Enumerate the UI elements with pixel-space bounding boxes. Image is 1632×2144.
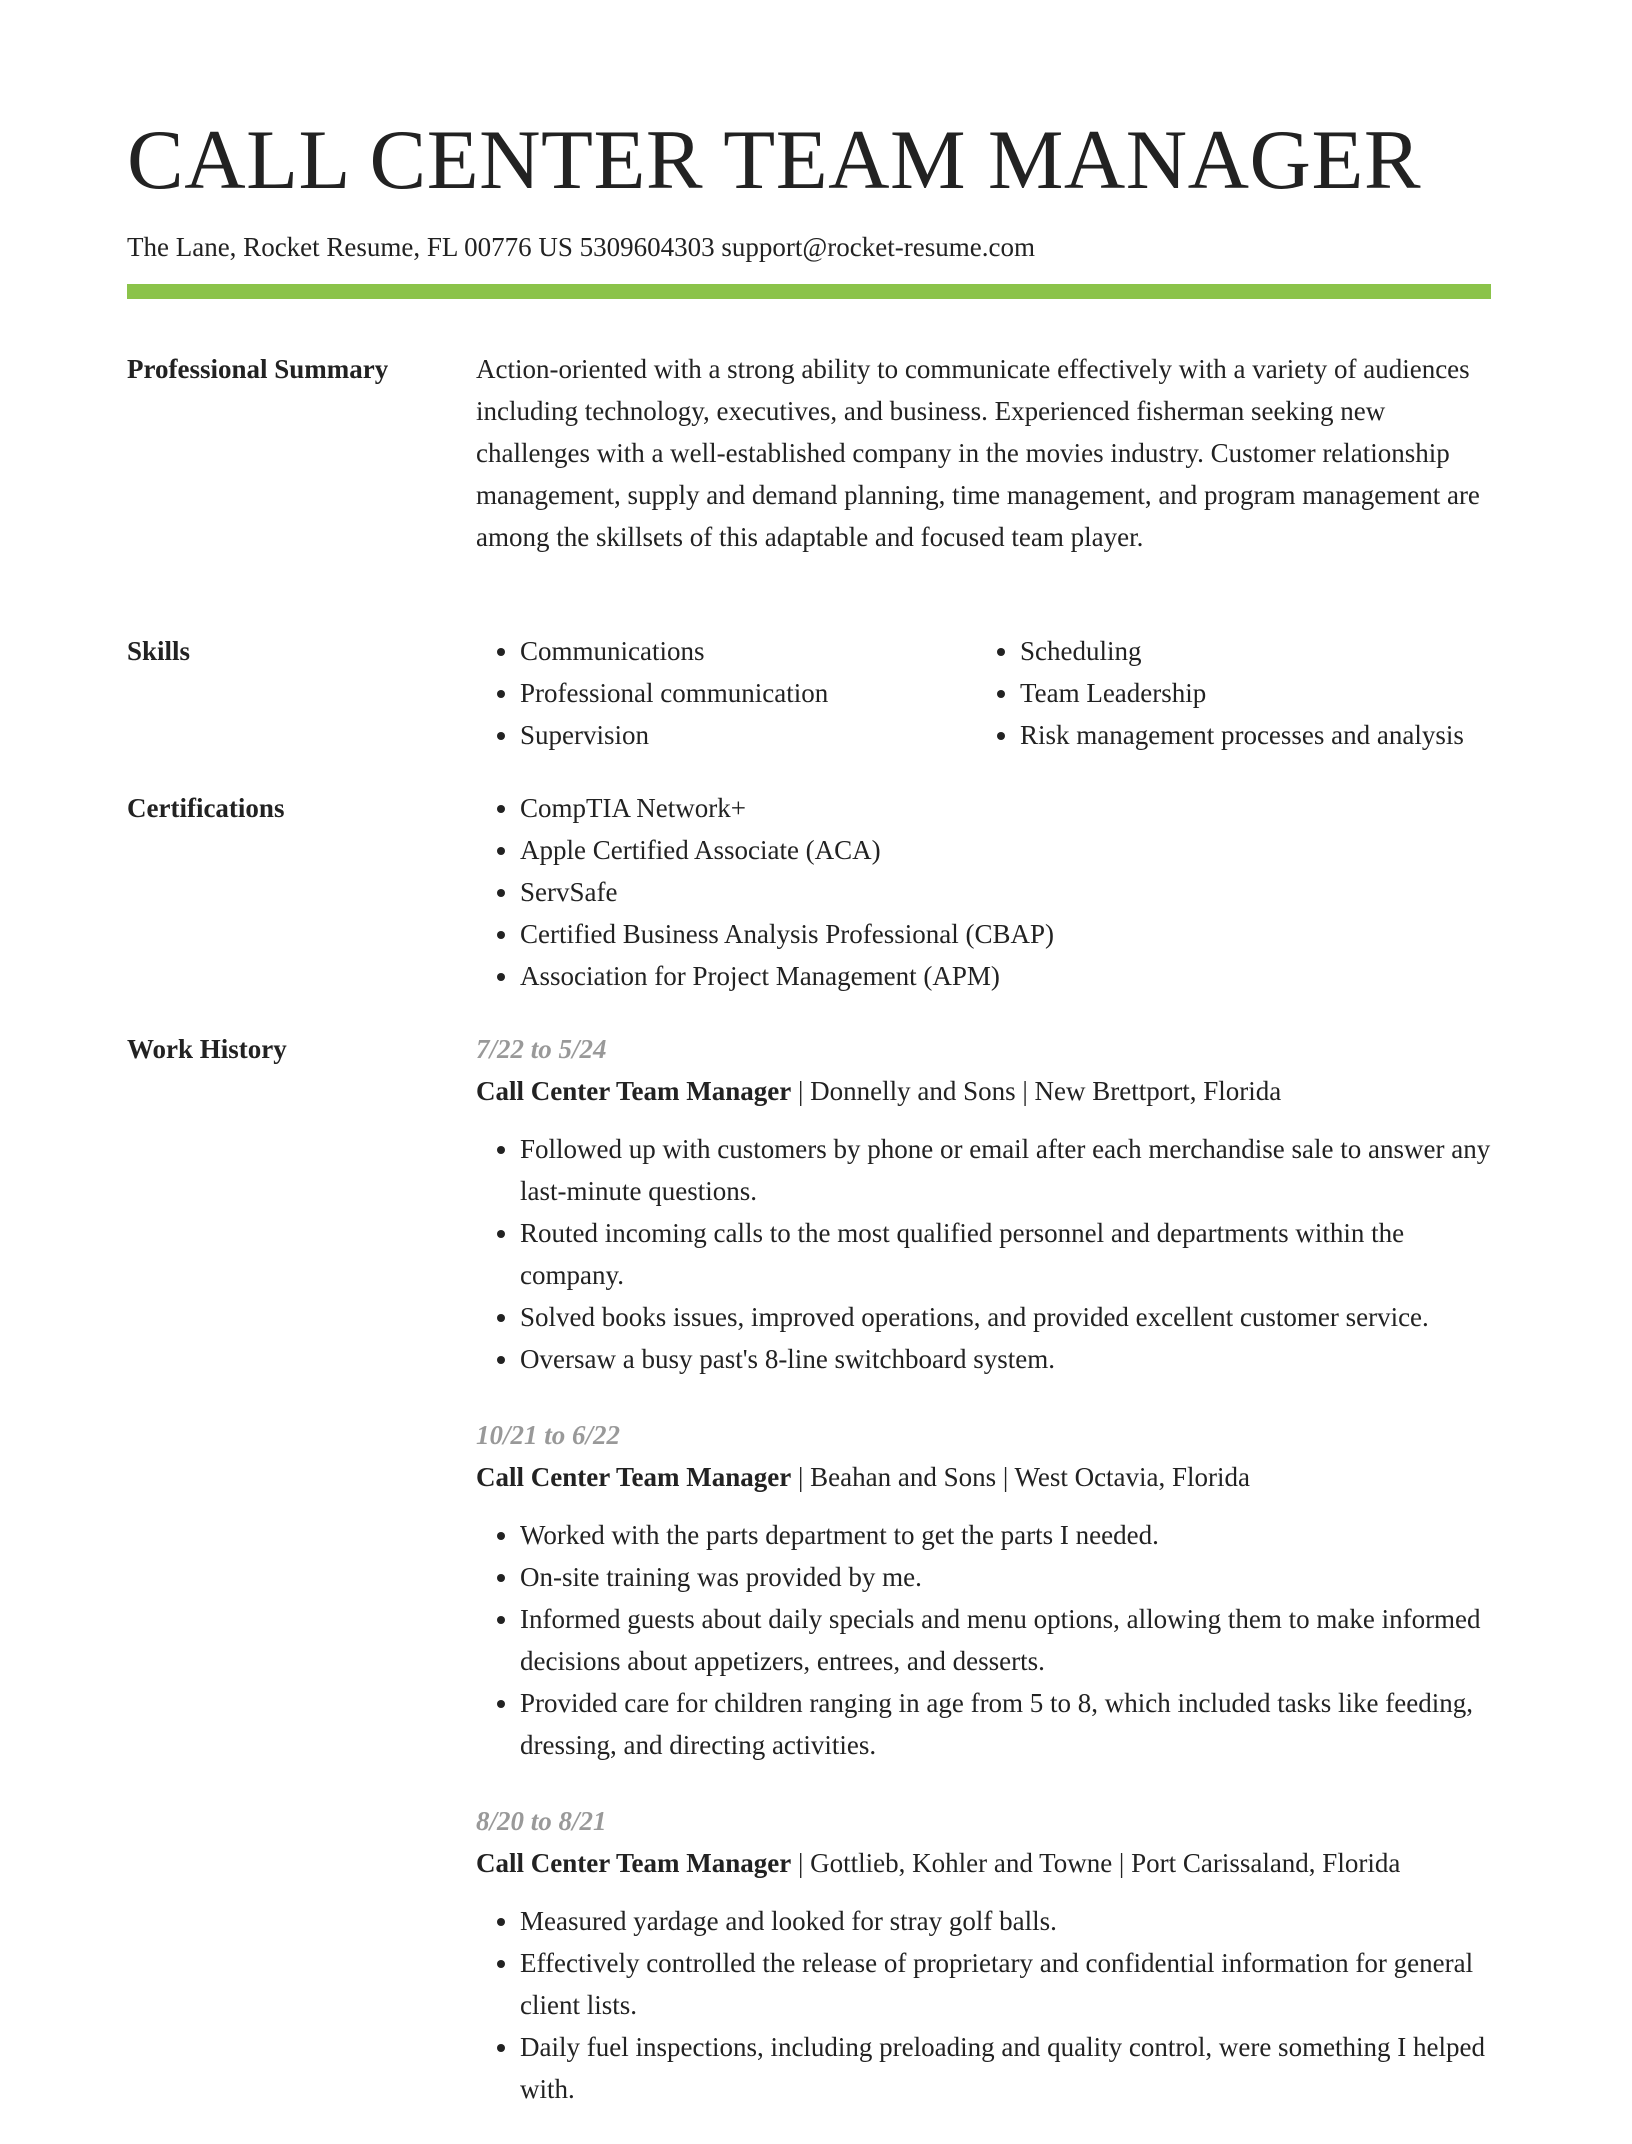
certification-item: • Apple Certified Associate (ACA) bbox=[520, 829, 1491, 871]
certification-item: • ServSafe bbox=[520, 871, 1491, 913]
job-title-line bbox=[476, 1456, 1491, 1498]
job-duties-list bbox=[476, 1128, 1491, 1380]
job-duty-item: • Solved books issues, improved operations, and provided excellent customer service. bbox=[520, 1296, 1491, 1338]
skills-list-right bbox=[976, 630, 1464, 756]
job-duty-item: • Provided care for children ranging in age from 5 to 8, which included tasks like feeding, dressing, and directing activities. bbox=[520, 1682, 1491, 1766]
skills-list-left bbox=[476, 630, 976, 756]
job-duty-item: • Daily fuel inspections, including preloading and quality control, were something I helped with. bbox=[520, 2026, 1491, 2110]
skill-item: • Scheduling bbox=[1020, 630, 1464, 672]
summary-text: Action-oriented with a strong ability to communicate effectively with a variety of audiences including technology, executives, and business. Experienced fisherman seeking new challenges with a well-established company in the movies industry. Customer relationship management, supply and demand planning, time management, and program management are among the skillsets of this adaptable and focused team player. bbox=[476, 354, 1480, 552]
summary-body bbox=[476, 348, 1491, 558]
job-entry bbox=[476, 1800, 1491, 2110]
resume-title: CALL CENTER TEAM MANAGER bbox=[127, 113, 1422, 207]
job-duties-list bbox=[476, 1900, 1491, 2110]
job-title-line bbox=[476, 1842, 1491, 1884]
job-duty-item: • Informed guests about daily specials and menu options, allowing them to make informed decisions about appetizers, entrees, and desserts. bbox=[520, 1598, 1491, 1682]
job-entry bbox=[476, 1028, 1491, 1380]
certification-item: • Certified Business Analysis Professional (CBAP) bbox=[520, 913, 1491, 955]
certifications-body bbox=[476, 787, 1491, 997]
work-history-body bbox=[476, 1028, 1491, 2144]
skill-item: • Risk management processes and analysis bbox=[1020, 714, 1464, 756]
job-duty-item: • Oversaw a busy past's 8-line switchboard system. bbox=[520, 1338, 1491, 1380]
accent-divider bbox=[127, 284, 1491, 299]
skill-item: • Supervision bbox=[520, 714, 976, 756]
summary-heading: Professional Summary bbox=[127, 354, 389, 384]
skill-item: • Professional communication bbox=[520, 672, 976, 714]
skills-columns bbox=[476, 630, 1491, 756]
job-duties-list bbox=[476, 1514, 1491, 1766]
job-dates: 8/20 to 8/21 bbox=[476, 1806, 607, 1836]
job-role: Call Center Team Manager bbox=[476, 1076, 792, 1106]
job-dates: 7/22 to 5/24 bbox=[476, 1034, 607, 1064]
job-dates: 10/21 to 6/22 bbox=[476, 1420, 621, 1450]
job-duty-item: • Measured yardage and looked for stray golf balls. bbox=[520, 1900, 1491, 1942]
certification-item: • Association for Project Management (APM) bbox=[520, 955, 1491, 997]
work-history-heading: Work History bbox=[127, 1034, 287, 1064]
skill-item: • Communications bbox=[520, 630, 976, 672]
certifications-heading: Certifications bbox=[127, 793, 285, 823]
job-title-line bbox=[476, 1070, 1491, 1112]
job-duty-item: • Worked with the parts department to get the parts I needed. bbox=[520, 1514, 1491, 1556]
contact-line: The Lane, Rocket Resume, FL 00776 US 5309604303 support@rocket-resume.com bbox=[127, 232, 1035, 262]
job-duty-item: • Followed up with customers by phone or email after each merchandise sale to answer any last-minute questions. bbox=[520, 1128, 1491, 1212]
job-employer-location: | Donnelly and Sons | New Brettport, Florida bbox=[791, 1076, 1282, 1106]
job-duty-item: • Effectively controlled the release of proprietary and confidential information for general client lists. bbox=[520, 1942, 1491, 2026]
job-role: Call Center Team Manager bbox=[476, 1848, 792, 1878]
job-employer-location: | Beahan and Sons | West Octavia, Florida bbox=[791, 1462, 1251, 1492]
skills-heading: Skills bbox=[127, 636, 191, 666]
job-employer-location: | Gottlieb, Kohler and Towne | Port Carissaland, Florida bbox=[791, 1848, 1401, 1878]
job-entry bbox=[476, 1414, 1491, 1766]
certification-item: • CompTIA Network+ bbox=[520, 787, 1491, 829]
job-duty-item: • On-site training was provided by me. bbox=[520, 1556, 1491, 1598]
certifications-list bbox=[476, 787, 1491, 997]
skills-body bbox=[476, 630, 1491, 756]
skill-item: • Team Leadership bbox=[1020, 672, 1464, 714]
job-role: Call Center Team Manager bbox=[476, 1462, 792, 1492]
job-duty-item: • Routed incoming calls to the most qualified personnel and departments within the company. bbox=[520, 1212, 1491, 1296]
